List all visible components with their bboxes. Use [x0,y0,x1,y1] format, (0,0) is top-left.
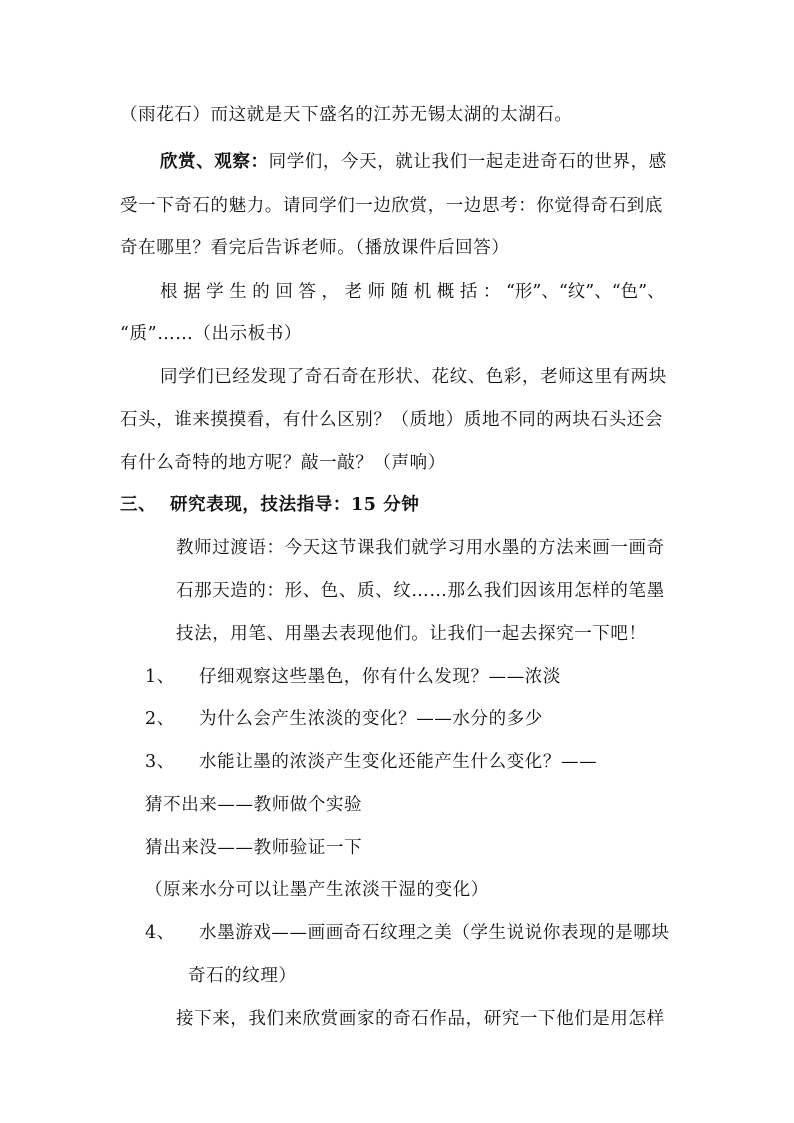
list-item [145,751,597,773]
paragraph-line: 猜出来没——教师验证一下 [145,838,363,858]
paragraph-text: 同学们，今天，就让我们一起走进奇石的世界，感 [268,152,667,172]
list-item [145,666,561,688]
section-heading [120,494,419,516]
paragraph-line: 猜不出来——教师做个实验 [145,795,363,815]
paragraph-line: 有什么奇特的地方呢？敲一敲？（声响） [120,453,446,473]
paragraph-line [160,151,667,173]
paragraph-line: 石头，谁来摸摸看，有什么区别？（质地）质地不同的两块石头还会 [120,410,663,430]
list-item-text: 水能让墨的浓淡产生变化还能产生什么变化？—— [199,752,598,772]
paragraph-line: （原来水分可以让墨产生浓淡干湿的变化） [145,880,489,900]
paragraph-line: 同学们已经发现了奇石奇在形状、花纹、色彩，老师这里有两块 [160,367,667,387]
paragraph-line: 技法，用笔、用墨去表现他们。让我们一起去探究一下吧！ [176,624,647,644]
section-title: 研究表现，技法指导：15 分钟 [170,495,420,515]
paragraph-line: 受一下奇石的魅力。请同学们一边欣赏，一边思考：你觉得奇石到底 [120,196,663,216]
list-item-number: 3、 [145,752,175,772]
paragraph-line: “质”……（出示板书） [120,324,302,344]
list-item-text: 水墨游戏——画画奇石纹理之美（学生说说你表现的是哪块 [199,923,670,943]
list-item-text: 为什么会产生浓淡的变化？——水分的多少 [199,709,543,729]
list-item-number: 2、 [145,709,175,729]
paragraph-line: 奇石的纹理） [188,966,297,986]
paragraph-line: 奇在哪里？看完后告诉老师。（播放课件后回答） [120,238,510,258]
section-number: 三、 [120,495,157,515]
paragraph-line: 教师过渡语：今天这节课我们就学习用水墨的方法来画一画奇 [176,538,665,558]
paragraph-line: 接下来，我们来欣赏画家的奇石作品，研究一下他们是用怎样 [176,1009,665,1029]
paragraph-line: 石那天造的：形、色、质、纹……那么我们因该用怎样的笔墨 [176,581,665,601]
list-item-text: 仔细观察这些墨色，你有什么发现？——浓淡 [199,667,561,687]
list-item-number: 1、 [145,667,175,687]
list-item [145,708,543,730]
section-heading: 欣赏、观察： [160,152,269,172]
list-item [145,922,670,944]
paragraph-line: 根 据 学 生 的 回 答 ， 老 师 随 机 概 括 ： “形”、“纹”、“色”、 [160,282,665,302]
paragraph-line: （雨花石）而这就是天下盛名的江苏无锡太湖的太湖石。 [120,105,573,125]
list-item-number: 4、 [145,923,175,943]
